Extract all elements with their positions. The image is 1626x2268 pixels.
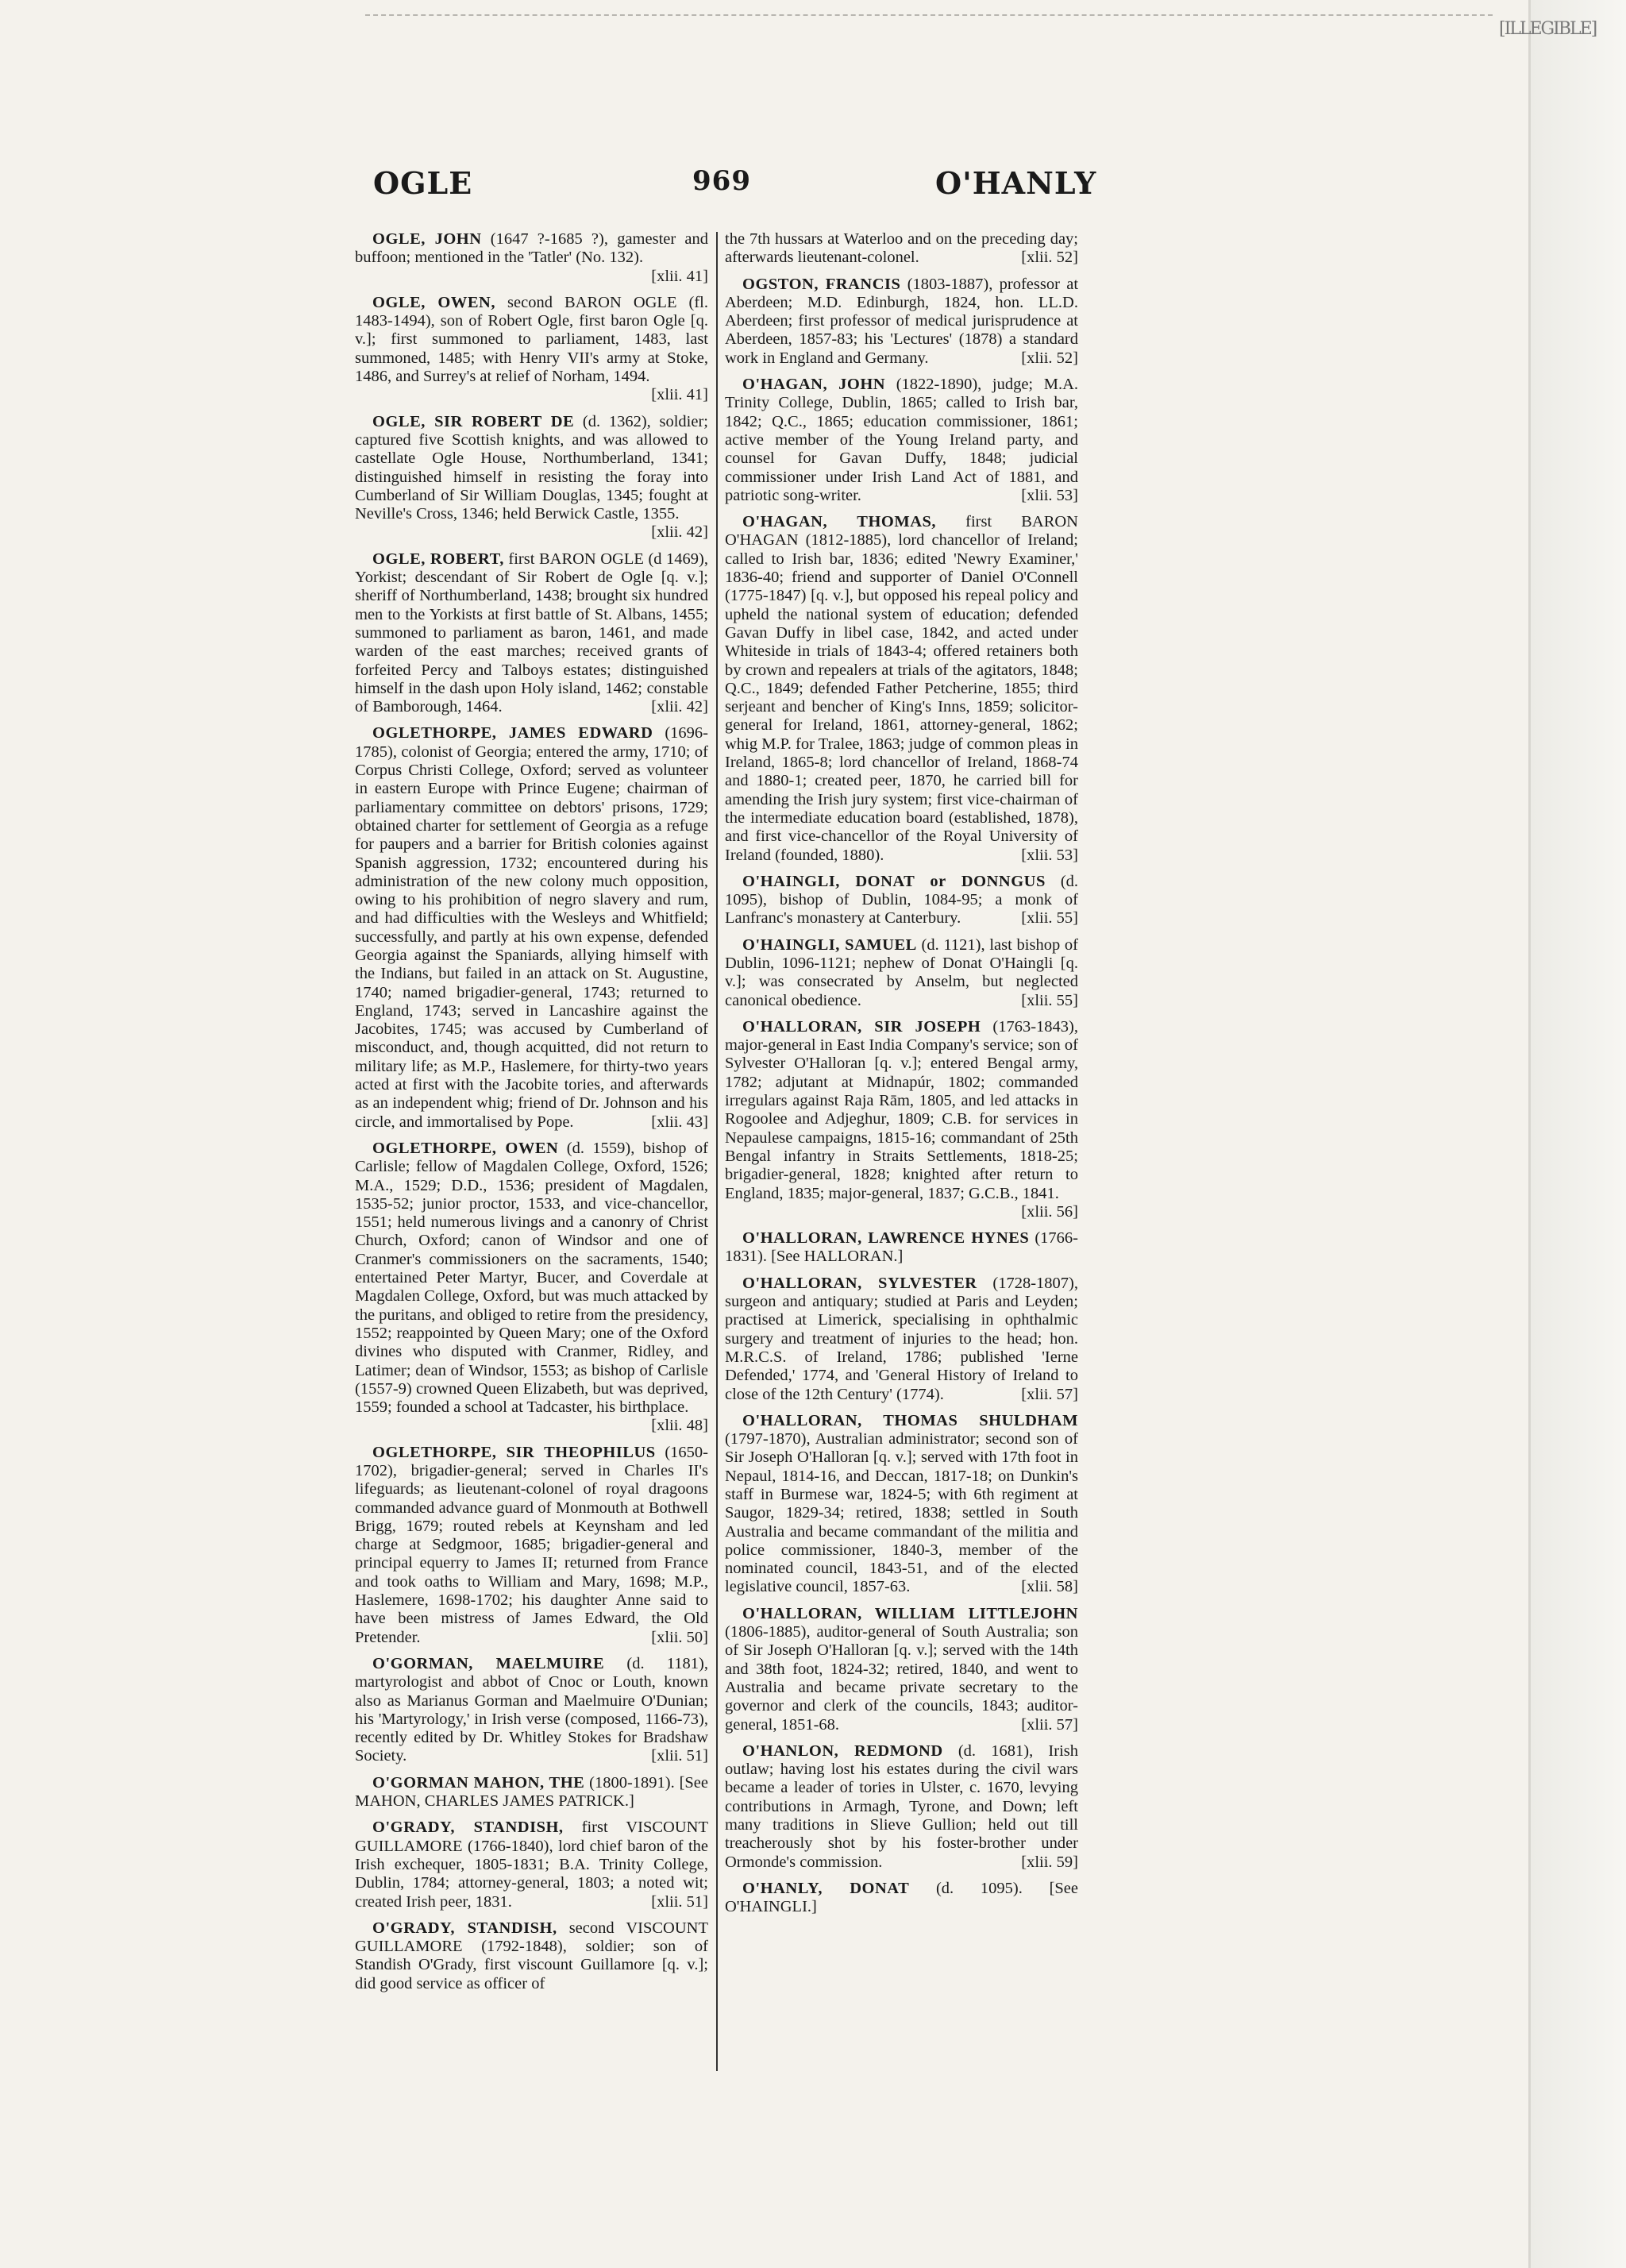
entry-headword: OGLE, ROBERT,	[372, 550, 504, 568]
dictionary-entry	[725, 1018, 1078, 1221]
entry-headword: O'HANLY, DONAT	[742, 1879, 910, 1897]
entry-text: (d. 1181), martyrologist and abbot of Cnoc or Louth, known also as Marianus Gorman and Maelmuire O'Dunian; his 'Martyrology,' in Irish verse (composed, 1166-73), recently edited by Dr. Whitley Stokes for Bradshaw Society.	[355, 1654, 708, 1765]
entry-text: (1763-1843), major-general in East India Company's service; son of Sylvester O'Halloran [q. v.]; entered Bengal army, 1782; adjutant at Midnapúr, 1802; commanded irregulars against Raja Rām, 1805, and led attacks in Rogoolee and Adjeghur, 1809; C.B. for services in Nepaulese campaigns, 1815-16; commandant of 25th Bengal infantry in Straits Settlements, 1818-25; brigadier-general, 1828; knighted after return to England, 1835; major-general, 1837; G.C.B., 1841.	[725, 1017, 1078, 1202]
dictionary-entry	[355, 294, 708, 405]
entry-headword: O'HALLORAN, SIR JOSEPH	[742, 1017, 981, 1036]
dictionary-entry	[725, 1412, 1078, 1597]
dictionary-entry	[355, 1774, 708, 1811]
entry-volume-reference: [xlii. 57]	[1021, 1385, 1078, 1403]
dictionary-entry	[355, 1140, 708, 1436]
entry-text: first BARON OGLE (d 1469), Yorkist; descendant of Sir Robert de Ogle [q. v.]; sheriff of Northumberland, 1438; brought six hundred men to the Yorkists at first battle of St. Albans, 1455; summoned to parliament as baron, 1461, and made warden of the east marches; received grants of forfeited Percy and Talboys estates; distinguished himself in the dash upon Holy island, 1462; constable of Bamborough, 1464.	[355, 550, 709, 716]
entry-headword: O'HALLORAN, WILLIAM LITTLEJOHN	[742, 1604, 1078, 1622]
entry-text: (d. 1681), Irish outlaw; having lost his estates during the civil wars became a leader of tories in Ulster, c. 1670, levying contributions in Armagh, Tyrone, and Down; left many traditions in Slieve Gullion; held out till treacherously shot by his foster-brother under Ormonde's commission.	[725, 1742, 1079, 1871]
dictionary-entry	[355, 724, 708, 1132]
dictionary-entry	[355, 550, 708, 717]
entry-text: (1806-1885), auditor-general of South Australia; son of Sir Joseph O'Halloran [q. v.]; served with the 14th and 38th foot, 1824-32; retired, 1840, and went to Australia and became private secretary to the governor and clerk of the councils, 1843; auditor-general, 1851-68.	[725, 1623, 1078, 1734]
entry-headword: OGLE, OWEN,	[372, 293, 495, 311]
left-column	[355, 230, 708, 2001]
dictionary-entry	[355, 1655, 708, 1766]
entry-volume-reference: [xlii. 41]	[651, 267, 708, 285]
header-left-word: OGLE	[373, 165, 473, 201]
entry-text: second BARON OGLE (fl. 1483-1494), son of Robert Ogle, first baron Ogle [q. v.]; first summoned to parliament, 1483, last summoned, 1485; with Henry VII's army at Stoke, 1486, and Surrey's at relief of Norham, 1494.	[355, 293, 708, 386]
entry-headword: O'HALLORAN, LAWRENCE HYNES	[742, 1229, 1030, 1248]
entry-volume-reference: [xlii. 52]	[1021, 349, 1078, 367]
page-top-edge	[365, 14, 1493, 16]
dictionary-entry	[355, 1444, 708, 1647]
entry-headword: O'HAGAN, THOMAS,	[742, 513, 937, 531]
entry-volume-reference: [xlii. 43]	[651, 1113, 708, 1131]
entry-text: (1803-1887), professor at Aberdeen; M.D. Edinburgh, 1824, hon. LL.D. Aberdeen; first professor of medical jurisprudence at Aberdeen, 1857-83; his 'Lectures' (1878) a standard work in England and Germany.	[725, 275, 1079, 367]
dictionary-entry	[355, 413, 708, 542]
entry-headword: O'GRADY, STANDISH,	[372, 1819, 564, 1837]
entry-headword: OGLETHORPE, SIR THEOPHILUS	[372, 1443, 656, 1461]
entry-volume-reference: [xlii. 42]	[651, 523, 708, 542]
entry-volume-reference: [xlii. 42]	[651, 698, 708, 716]
entry-headword: O'HAINGLI, DONAT or DONNGUS	[742, 872, 1046, 890]
entry-text: (1650-1702), brigadier-general; served in Charles II's lifeguards; as lieutenant-colonel of royal dragoons commanded advance guard of Monmouth at Bothwell Brigg, 1679; routed rebels at Keynsham and led charge at Sedgmoor, 1685; brigadier-general and principal equerry to James II; returned from France and took oaths to William and Mary, 1698; M.P., Haslemere, 1698-1702; his daughter Anne said to have been mistress of James Edward, the Old Pretender.	[355, 1443, 709, 1646]
dictionary-entry	[725, 873, 1078, 928]
page-number: 969	[692, 165, 751, 197]
entry-headword: O'GRADY, STANDISH,	[372, 1919, 557, 1937]
dictionary-entry	[725, 376, 1078, 505]
entry-volume-reference: [xlii. 50]	[651, 1628, 708, 1646]
entry-headword: OGSTON, FRANCIS	[742, 275, 901, 293]
dictionary-entry	[725, 1229, 1078, 1267]
entry-volume-reference: [xlii. 53]	[1021, 846, 1078, 864]
entry-headword: OGLE, SIR ROBERT DE	[372, 412, 575, 430]
entry-text: (d. 1559), bishop of Carlisle; fellow of Magdalen College, Oxford, 1526; M.A., 1529; D.D., 1536; president of Magdalen, 1535-52; junior proctor, 1533, and vice-chancellor, 1551; held numerous livings and a canonry of Christ Church, Oxford; canon of Windsor and one of Cranmer's commissioners on the sacraments, 1540; entertained Peter Martyr, Bucer, and Coverdale at Magdalen College, Oxford, but was much attacked by the puritans, and obliged to retire from the presidency, 1552; reappointed by Queen Mary; one of the Oxford divines who disputed with Cranmer, Ridley, and Latimer; dean of Windsor, 1553; as bishop of Carlisle (1557-9) crowned Queen Elizabeth, but was deprived, 1559; founded a school at Tadcaster, his birthplace.	[355, 1139, 709, 1417]
entry-text: (d. 1362), soldier; captured five Scottish knights, and was allowed to castellate Ogle House, Northumberland, 1341; distinguished himself in resisting the foray into Cumberland of Sir William Douglas, 1345; fought at Neville's Cross, 1346; held Berwick Castle, 1355.	[355, 412, 708, 523]
entry-volume-reference: [xlii. 52]	[1021, 249, 1078, 267]
entry-volume-reference: [xlii. 55]	[1021, 991, 1078, 1009]
dictionary-entry	[725, 276, 1078, 368]
dictionary-entry	[355, 230, 708, 286]
entry-text: the 7th hussars at Waterloo and on the preceding day; afterwards lieutenant-colonel.	[725, 230, 1078, 267]
scan-mark: [ILLEGIBLE]	[1499, 19, 1597, 39]
dictionary-entry	[725, 1742, 1078, 1872]
entry-text: (1800-1891). [See MAHON, CHARLES JAMES PATRICK.]	[355, 1773, 709, 1811]
entry-text: first BARON O'HAGAN (1812-1885), lord chancellor of Ireland; called to Irish bar, 1836; edited 'Newry Examiner,' 1836-40; friend and supporter of Daniel O'Connell (1775-1847) [q. v.], but opposed his repeal policy and upheld the national system of education; defended Gavan Duffy in libel case, 1842, and acted under Whiteside in trials of 1843-4; offered retainers both by crown and repealers at trials of the agitators, 1848; Q.C., 1849; defended Father Petcherine, 1855; third serjeant and bencher of King's Inns, 1859; solicitor-general for Ireland, 1861, attorney-general, 1862; whig M.P. for Tralee, 1863; judge of common pleas in Ireland, 1865-8; lord chancellor of Ireland, 1868-74 and 1880-1; created peer, 1870, he carried bill for amending the Irish jury system; first vice-chairman of the intermediate education board (established, 1878), and first vice-chancellor of the Royal University of Ireland (founded, 1880).	[725, 513, 1078, 864]
entry-text: (1766-1831). [See HALLORAN.]	[725, 1229, 1078, 1266]
entry-volume-reference: [xlii. 51]	[651, 1747, 708, 1765]
entry-headword: OGLE, JOHN	[372, 230, 482, 248]
entry-text: (1647 ?-1685 ?), gamester and buffoon; mentioned in the 'Tatler' (No. 132).	[355, 230, 708, 267]
column-divider	[716, 232, 718, 2071]
entry-volume-reference: [xlii. 55]	[1021, 909, 1078, 928]
dictionary-entry	[725, 936, 1078, 1010]
entry-headword: O'HANLON, REDMOND	[742, 1742, 943, 1760]
entry-volume-reference: [xlii. 56]	[1021, 1202, 1078, 1221]
entry-headword: OGLETHORPE, JAMES EDWARD	[372, 724, 653, 742]
page-binding-edge	[1528, 0, 1626, 2268]
dictionary-entry	[725, 1275, 1078, 1404]
header-right-word: O'HANLY	[935, 165, 1097, 201]
entry-headword: O'HALLORAN, THOMAS SHULDHAM	[742, 1411, 1078, 1429]
entry-text: first VISCOUNT GUILLAMORE (1766-1840), lord chief baron of the Irish exchequer, 1805-1831; B.A. Trinity College, Dublin, 1784; attorney-general, 1803; a noted wit; created Irish peer, 1831.	[355, 1819, 708, 1911]
entry-text: (1822-1890), judge; M.A. Trinity College, Dublin, 1865; called to Irish bar, 1842; Q.C., 1865; education commissioner, 1861; active member of the Young Ireland party, and counsel for Gavan Duffy, 1848; judicial commissioner under Irish Land Act of 1881, and patriotic song-writer.	[725, 376, 1078, 504]
dictionary-entry	[725, 513, 1078, 865]
entry-headword: O'HAINGLI, SAMUEL	[742, 935, 917, 954]
entry-volume-reference: [xlii. 51]	[651, 1892, 708, 1911]
entry-volume-reference: [xlii. 58]	[1021, 1578, 1078, 1596]
entry-text: (1696-1785), colonist of Georgia; entered the army, 1710; of Corpus Christi College, Oxford; served as volunteer in eastern Europe with Prince Eugene; chairman of parliamentary committee on debtors' prisons, 1729; obtained charter for settlement of Georgia as a refuge for paupers and a barrier for British colonies against Spanish aggression, 1732; encountered during his administration of the new colony much opposition, owing to his prohibition of negro slavery and rum, and had difficulties with the Wesleys and Whitfield; successfully, and partly at his own expense, defended Georgia against the Spaniards, allying himself with the Indians, but failed in an attack on St. Augustine, 1740; named brigadier-general, 1743; returned to England, 1743; served in Lancashire against the Jacobites, 1745; was accused by Cumberland of misconduct, and, though acquitted, did not return to military life; as M.P., Haslemere, for thirty-two years acted at first with the Jacobite tories, and afterwards as an independent whig; friend of Dr. Johnson and his circle, and immortalised by Pope.	[355, 724, 708, 1131]
entry-volume-reference: [xlii. 41]	[651, 386, 708, 404]
entry-text: second VISCOUNT GUILLAMORE (1792-1848), soldier; son of Standish O'Grady, first viscount Guillamore [q. v.]; did good service as officer of	[355, 1919, 708, 1992]
entry-headword: O'HAGAN, JOHN	[742, 376, 886, 394]
entry-text: (1728-1807), surgeon and antiquary; studied at Paris and Leyden; practised at Limerick, specialising in ophthalmic surgery and treatment of injuries to the head; hon. M.R.C.S. of Ireland, 1786; published 'Ierne Defended,' 1774, and 'General History of Ireland to close of the 12th Century' (1774).	[725, 1274, 1079, 1403]
entry-headword: O'GORMAN MAHON, THE	[372, 1773, 585, 1792]
entry-volume-reference: [xlii. 48]	[651, 1417, 708, 1435]
dictionary-entry	[725, 1880, 1078, 1917]
dictionary-entry	[725, 1605, 1078, 1734]
entry-headword: O'HALLORAN, SYLVESTER	[742, 1274, 977, 1292]
entry-headword: OGLETHORPE, OWEN	[372, 1139, 559, 1157]
entry-text: (d. 1121), last bishop of Dublin, 1096-1121; nephew of Donat O'Haingli [q. v.]; was consecrated by Anselm, but neglected canonical obedience.	[725, 935, 1078, 1009]
running-header	[349, 165, 1104, 213]
entry-text: (1797-1870), Australian administrator; second son of Sir Joseph O'Halloran [q. v.]; served with 17th foot in Nepaul, 1814-16, and Deccan, 1817-18; on Dunkin's staff in Burmese war, 1824-5; with 6th regiment at Saugor, 1829-34; retired, 1838; settled in South Australia and became commandant of the militia and police commissioner, 1840-3, member of the nominated council, 1843-51, and of the elected legislative council, 1857-63.	[725, 1430, 1078, 1596]
dictionary-entry	[355, 1919, 708, 1993]
entry-text: (d. 1095), bishop of Dublin, 1084-95; a monk of Lanfranc's monastery at Canterbury.	[725, 872, 1079, 928]
entry-volume-reference: [xlii. 53]	[1021, 486, 1078, 504]
entry-text: (d. 1095). [See O'HAINGLI.]	[725, 1879, 1078, 1916]
entry-volume-reference: [xlii. 57]	[1021, 1715, 1078, 1734]
entry-volume-reference: [xlii. 59]	[1021, 1853, 1078, 1871]
dictionary-entry	[725, 230, 1078, 268]
entry-headword: O'GORMAN, MAELMUIRE	[372, 1654, 605, 1672]
right-column	[725, 230, 1078, 1925]
dictionary-entry	[355, 1819, 708, 1911]
